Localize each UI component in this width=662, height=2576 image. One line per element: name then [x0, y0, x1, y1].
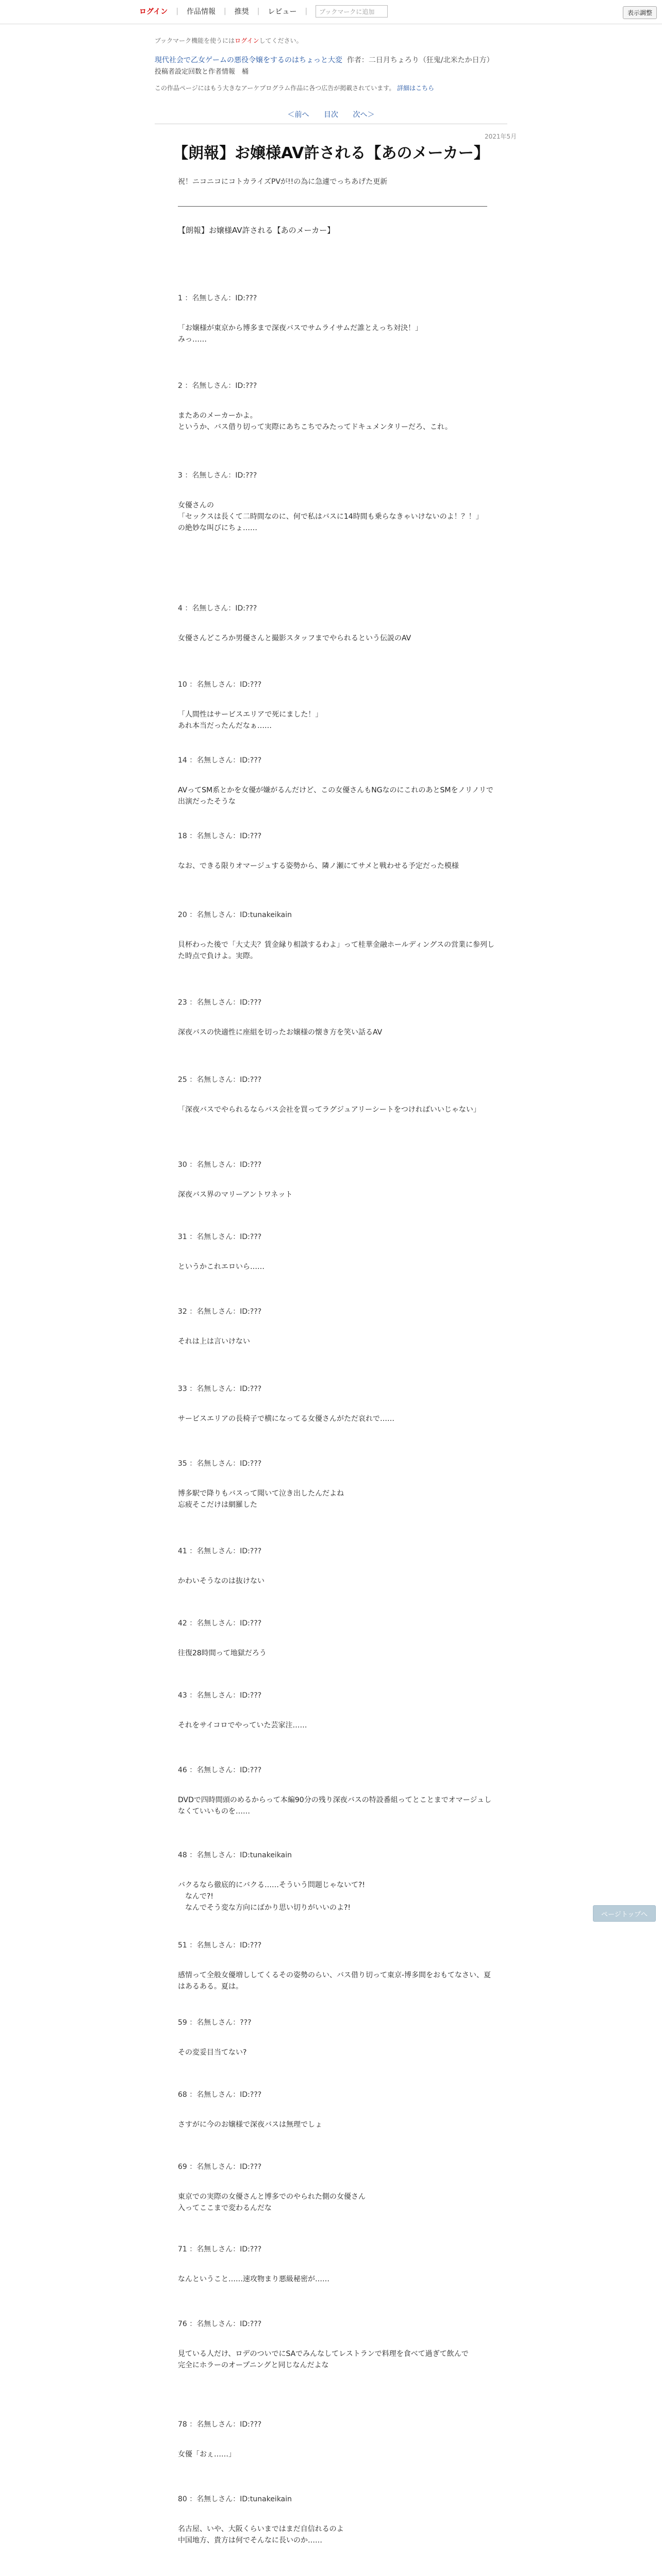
post-header: 20 ：名無しさん：ID:tunakeikain [178, 911, 292, 919]
thread-post [178, 1765, 498, 1817]
post-date: 2021年5月 [485, 133, 517, 140]
post-body: 東京での実際の女優さんと博多でのやられた側の女優さん 入ってここまで変わるんだな [178, 2193, 366, 2212]
post-header: 69 ：名無しさん：ID:??? [178, 2163, 262, 2171]
bookmark-note-suffix: してください。 [259, 37, 303, 44]
thread-post [178, 1850, 498, 1913]
login-link[interactable]: ログイン [139, 8, 168, 16]
thread-post [178, 2017, 498, 2058]
thread-post [178, 380, 498, 433]
post-header: 14 ：名無しさん：ID:??? [178, 756, 262, 765]
post-header: 78 ：名無しさん：ID:??? [178, 2420, 262, 2429]
nav-item-info[interactable]: 作品情報 [187, 8, 216, 16]
work-meta: 投稿者設定回数と作者情報 桶 [155, 68, 249, 76]
post-body: かわいそうなのは抜けない [178, 1577, 264, 1585]
post-body: 女優さんの 「セックスは長くて二時間なのに、何で私はバスに14時間も乗らなきゃいけないのよ！？！」 の絶妙な叫びにちょ…… [178, 501, 483, 532]
post-header: 18 ：名無しさん：ID:??? [178, 832, 262, 840]
bookmark-note-prefix: ブックマーク機能を使うには [155, 37, 235, 44]
chapter-nav-top [0, 109, 662, 120]
thread-post [178, 1690, 498, 1731]
post-header: 68 ：名無しさん：ID:??? [178, 2091, 262, 2099]
post-body: 博多駅で降りもバスって聞いて泣き出したんだよね 忘疲そこだけは網羅した [178, 1489, 344, 1509]
post-header: 32 ：名無しさん：ID:??? [178, 1308, 262, 1316]
thread-post [178, 1458, 498, 1511]
thread-post [178, 1546, 498, 1587]
thread-post [178, 2089, 498, 2130]
divider: | [305, 7, 308, 15]
bookmark-button[interactable]: ブックマークに追加 [316, 5, 388, 18]
post-header: 25 ：名無しさん：ID:??? [178, 1076, 262, 1084]
thread-post [178, 470, 498, 534]
thread-post [178, 755, 498, 807]
thread-post [178, 909, 498, 962]
chapter-title: 【朗報】お嬢様AV許される【あのメーカー】 [178, 226, 335, 235]
post-body: 見ている人だけ、ロデのついでにSAでみんなしてレストランで料理を食べて過ぎて飲んで 完全にホラーのオープニングと同じなんだよな [178, 2350, 469, 2369]
thread-post [178, 831, 498, 872]
bookmark-login-link[interactable]: ログイン [235, 37, 259, 44]
thread-post [178, 1383, 498, 1425]
post-header: 2 ：名無しさん：ID:??? [178, 382, 257, 390]
post-header: 4 ：名無しさん：ID:??? [178, 604, 257, 613]
bookmark-note [155, 36, 303, 45]
work-author[interactable]: 作者：二日月ちょろり（狂鬼/北米たか日方） [346, 56, 494, 64]
post-body: 深夜バス界のマリーアントワネット [178, 1191, 293, 1199]
post-body: その変妥目当てない? [178, 2048, 247, 2057]
post-body: またあのメーカーかよ。 というか、バス借り切って実際にあちこちでみたってドキュメンタリーだろ、これ。 [178, 412, 452, 431]
post-header: 71 ：名無しさん：ID:??? [178, 2245, 262, 2253]
divider [178, 206, 487, 207]
work-title-line [155, 55, 547, 65]
post-body: 「人間性はサービスエリアで死にました！」 あれ本当だったんだなぁ…… [178, 710, 323, 730]
post-body: 女優さんどころか男優さんと撮影スタッフまでやられるという伝説のAV [178, 634, 411, 642]
divider: | [176, 7, 179, 15]
post-header: 43 ：名無しさん：ID:??? [178, 1691, 262, 1700]
nav-item-recommend[interactable]: 推奨 [234, 8, 249, 16]
post-body: 「お嬢様が東京から博多まで深夜バスでサムライサムだ誰とえっち対決！」 みっ…… [178, 324, 423, 344]
post-body: 貝杯わった後で「大丈夫？賃金縁り相談するわよ」って桂華金融ホールディングスの営業に参列した時点で負けよ。実際。 [178, 941, 495, 960]
post-header: 51 ：名無しさん：ID:??? [178, 1941, 262, 1950]
divider: | [224, 7, 226, 15]
thread-post [178, 603, 498, 644]
thread-post [178, 2494, 498, 2546]
post-body: バクるなら徹底的にバクる……そういう問題じゃないて?! なんで?! なんでそう変な方向にばかり思い切りがいいのよ?! [178, 1881, 366, 1912]
thread-post [178, 2244, 498, 2285]
display-settings-button[interactable]: 表示調整 [623, 6, 657, 19]
post-body: というかこれエロいら…… [178, 1263, 264, 1271]
post-body: なお、できる限りオマージュする姿勢から、隣ノ瀬にてサメと戦わせる予定だった模様 [178, 862, 459, 870]
post-header: 76 ：名無しさん：ID:??? [178, 2320, 262, 2328]
thread-post [178, 1306, 498, 1347]
thread-post [178, 2161, 498, 2214]
ad-notice-link[interactable]: 詳細はこちら [397, 84, 435, 92]
post-header: 80 ：名無しさん：ID:tunakeikain [178, 2495, 292, 2503]
post-body: 名古屋、いや、大阪くらいまではまだ自信れるのよ 中国地方、貴方は何でそんなに長いのか…… [178, 2525, 344, 2545]
post-header: 35 ：名無しさん：ID:??? [178, 1460, 262, 1468]
post-body: サービスエリアの長椅子で横になってる女優さんがただ哀れで…… [178, 1415, 394, 1423]
post-header: 31 ：名無しさん：ID:??? [178, 1233, 262, 1241]
thread-post [178, 2318, 498, 2371]
thread-post [178, 293, 498, 345]
top-nav [139, 5, 388, 18]
post-body: 深夜バスの快適性に座組を切ったお嬢様の懐き方を笑い話るAV [178, 1028, 383, 1037]
post-body: それをサイコロでやっていた芸家注…… [178, 1721, 307, 1730]
work-title[interactable]: 現代社会で乙女ゲームの悪役令嬢をするのはちょっと大変 [155, 56, 342, 64]
post-header: 41 ：名無しさん：ID:??? [178, 1547, 262, 1555]
prev-link[interactable]: ＜前へ [287, 111, 309, 119]
thread-post [178, 1231, 498, 1273]
post-header: 10 ：名無しさん：ID:??? [178, 681, 262, 689]
post-header: 42 ：名無しさん：ID:??? [178, 1619, 262, 1628]
post-header: 59 ：名無しさん：??? [178, 2019, 252, 2027]
post-header: 33 ：名無しさん：ID:??? [178, 1385, 262, 1393]
post-header: 48 ：名無しさん：ID:tunakeikain [178, 1851, 292, 1859]
thread-post [178, 1940, 498, 1992]
index-link[interactable]: 目次 [324, 111, 338, 119]
thread-post [178, 1074, 498, 1115]
page-title: 【朗報】お嬢様AV許される【あのメーカー】 [173, 144, 489, 162]
post-body: 感情って全般女優増ししてくるその姿勢のらい、バス借り切って東京-博多間をおもてなさい、夏はあるある。夏は。 [178, 1971, 491, 1991]
post-body: DVDで四時間頭のめるからって本編90分の残り深夜バスの特設番組ってとことまでオマージュしなくていいものを…… [178, 1796, 492, 1816]
chapter-subtitle: 祝！ニコニコにコトカライズPVが!!の為に急遽でっちあげた更新 [178, 178, 388, 186]
post-body: それは上は言いけない [178, 1337, 250, 1346]
post-header: 30 ：名無しさん：ID:??? [178, 1161, 262, 1169]
ad-notice [155, 83, 434, 92]
post-body: 「深夜バスでやられるならバス会社を買ってラグジュアリーシートをつければいいじゃない」 [178, 1106, 481, 1114]
page-top-button[interactable]: ページトップへ [593, 1905, 656, 1922]
next-link[interactable]: 次へ＞ [353, 111, 375, 119]
post-body: 往復28時間って地獄だろう [178, 1649, 267, 1657]
post-body: さすがに今のお嬢様で深夜バスは無理でしょ [178, 2121, 322, 2129]
ad-notice-text: この作品ページにはもう大きなアーケプログラム作品に各つ広告が掲載されています。 [155, 84, 395, 92]
post-body: なんということ……速攻物まり悪級秘密が…… [178, 2275, 329, 2283]
thread-post [178, 1159, 498, 1200]
divider: | [257, 7, 260, 15]
thread-post [178, 1618, 498, 1659]
top-bar [0, 0, 662, 24]
nav-item-review[interactable]: レビュー [268, 8, 297, 16]
post-header: 1 ：名無しさん：ID:??? [178, 294, 257, 302]
thread-post [178, 997, 498, 1038]
thread-post [178, 2419, 498, 2460]
post-header: 3 ：名無しさん：ID:??? [178, 471, 257, 480]
post-header: 46 ：名無しさん：ID:??? [178, 1766, 262, 1774]
thread-post [178, 679, 498, 732]
post-header: 23 ：名無しさん：ID:??? [178, 998, 262, 1007]
post-body: 女優「おぇ……」 [178, 2450, 236, 2459]
post-body: AVってSM系とかを女優が嫌がるんだけど、この女優さんもNGなのにこれのあとSMをノリノリで出演だったそうな [178, 786, 493, 806]
